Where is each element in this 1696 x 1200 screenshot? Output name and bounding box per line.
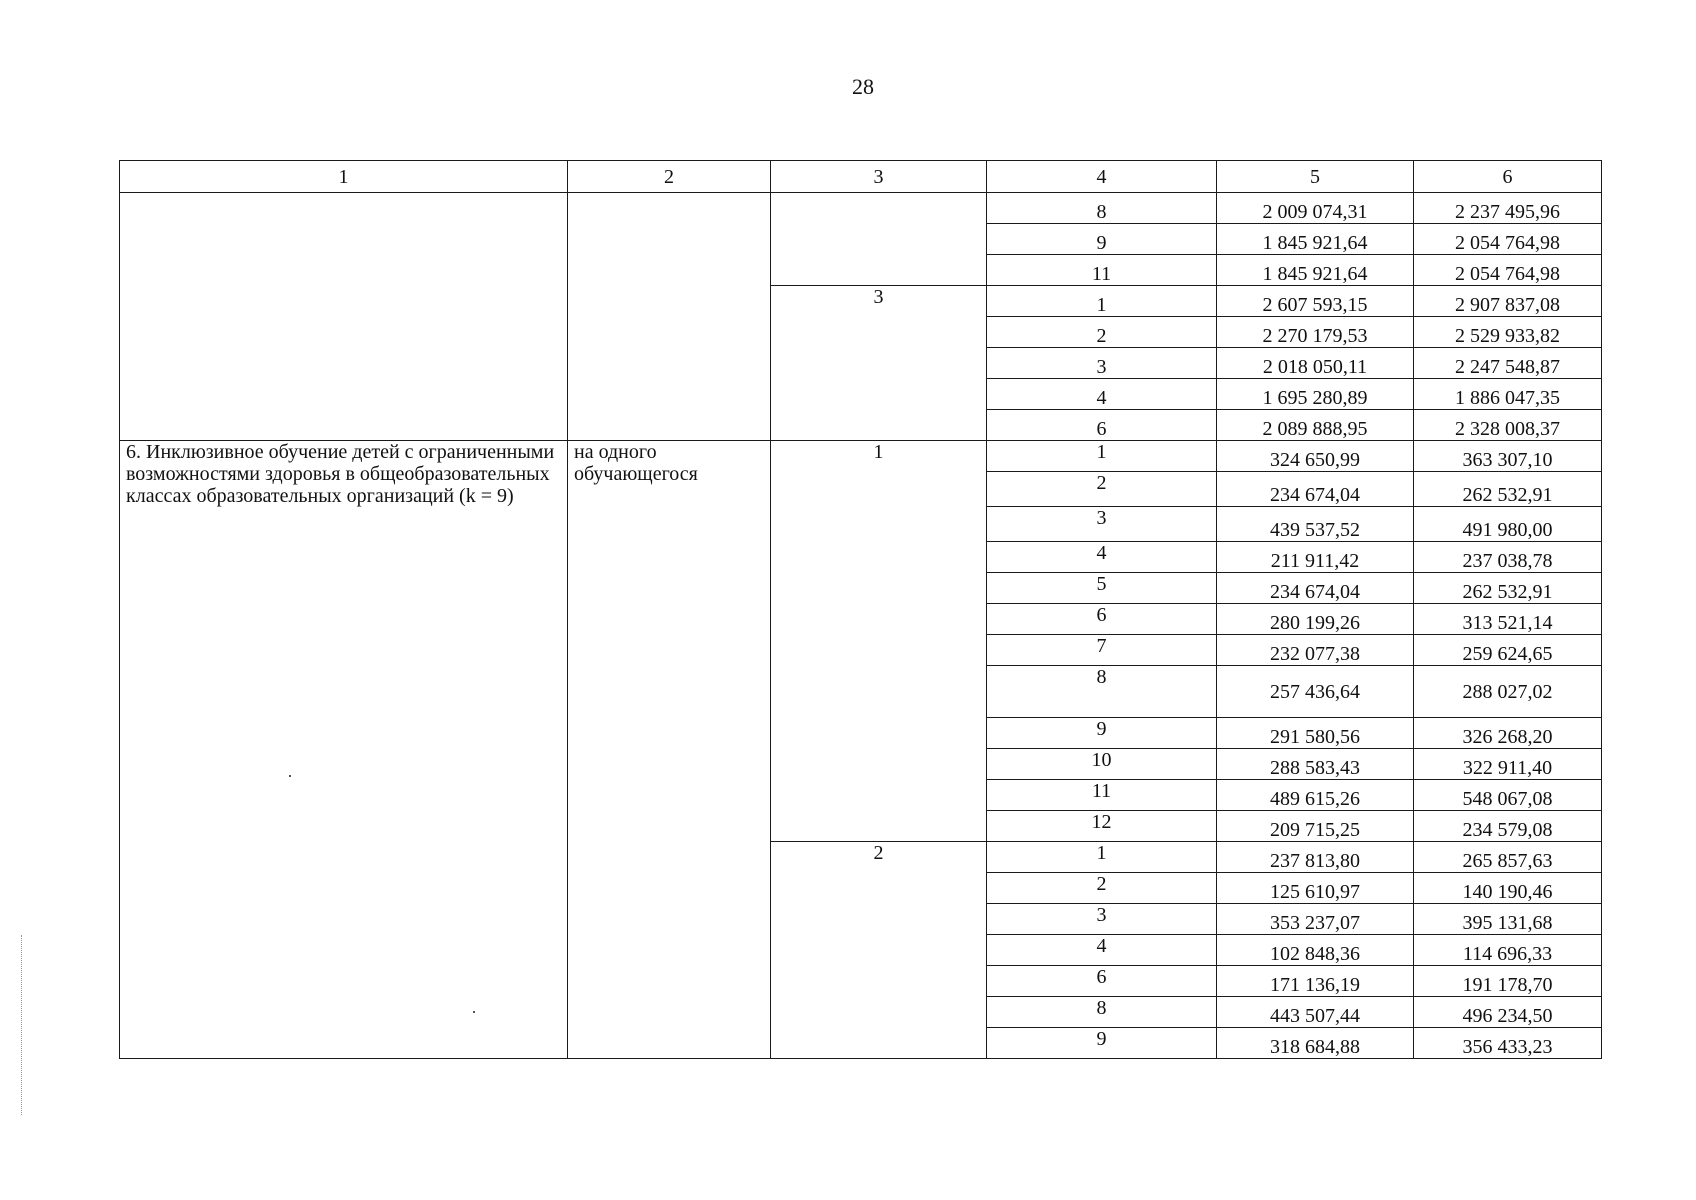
row-index: 4	[987, 379, 1217, 410]
value-col-6: 548 067,08	[1414, 780, 1602, 811]
value-col-6: 114 696,33	[1414, 935, 1602, 966]
unit-cell	[568, 193, 771, 441]
unit-label: на одного обучающегося	[574, 441, 698, 485]
row-index: 11	[987, 780, 1217, 811]
value-col-6: 2 247 548,87	[1414, 348, 1602, 379]
value-col-6: 288 027,02	[1414, 666, 1602, 718]
row-index: 9	[987, 224, 1217, 255]
value-col-5: 2 018 050,11	[1217, 348, 1414, 379]
value-col-6: 322 911,40	[1414, 749, 1602, 780]
value-col-5: 211 911,42	[1217, 542, 1414, 573]
row-index: 9	[987, 1028, 1217, 1059]
value-col-6: 2 237 495,96	[1414, 193, 1602, 224]
row-index: 2	[987, 873, 1217, 904]
table-row	[120, 193, 1602, 224]
row-index: 4	[987, 542, 1217, 573]
value-col-6: 262 532,91	[1414, 472, 1602, 507]
value-col-6: 262 532,91	[1414, 573, 1602, 604]
value-col-5: 1 695 280,89	[1217, 379, 1414, 410]
scan-margin-marks	[21, 935, 24, 1115]
row-index: 1	[987, 441, 1217, 472]
value-col-5: 209 715,25	[1217, 811, 1414, 842]
row-index: 5	[987, 573, 1217, 604]
value-col-6: 2 054 764,98	[1414, 255, 1602, 286]
row-index: 11	[987, 255, 1217, 286]
value-col-5: 439 537,52	[1217, 507, 1414, 542]
section-description-cell	[120, 193, 568, 441]
value-col-6: 491 980,00	[1414, 507, 1602, 542]
value-col-5: 237 813,80	[1217, 842, 1414, 873]
row-index: 3	[987, 348, 1217, 379]
value-col-5: 102 848,36	[1217, 935, 1414, 966]
value-col-6: 2 529 933,82	[1414, 317, 1602, 348]
value-col-6: 234 579,08	[1414, 811, 1602, 842]
row-index: 6	[987, 410, 1217, 441]
row-index: 2	[987, 317, 1217, 348]
group-cell: 3	[771, 286, 987, 441]
value-col-5: 443 507,44	[1217, 997, 1414, 1028]
value-col-5: 324 650,99	[1217, 441, 1414, 472]
row-index: 12	[987, 811, 1217, 842]
group-cell: 1	[771, 441, 987, 842]
value-col-5: 353 237,07	[1217, 904, 1414, 935]
row-index: 3	[987, 507, 1217, 542]
value-col-5: 232 077,38	[1217, 635, 1414, 666]
value-col-5: 2 009 074,31	[1217, 193, 1414, 224]
value-col-6: 363 307,10	[1414, 441, 1602, 472]
value-col-6: 356 433,23	[1414, 1028, 1602, 1059]
group-cell	[771, 193, 987, 286]
row-index: 8	[987, 666, 1217, 718]
row-index: 6	[987, 966, 1217, 997]
value-col-6: 2 328 008,37	[1414, 410, 1602, 441]
value-col-5: 2 270 179,53	[1217, 317, 1414, 348]
scan-speck	[289, 775, 291, 777]
value-col-6: 191 178,70	[1414, 966, 1602, 997]
row-index: 6	[987, 604, 1217, 635]
value-col-6: 237 038,78	[1414, 542, 1602, 573]
value-col-5: 125 610,97	[1217, 873, 1414, 904]
value-col-5: 318 684,88	[1217, 1028, 1414, 1059]
value-col-6: 259 624,65	[1414, 635, 1602, 666]
header-col-2: 2	[568, 161, 771, 193]
value-col-5: 489 615,26	[1217, 780, 1414, 811]
value-col-6: 140 190,46	[1414, 873, 1602, 904]
value-col-6: 1 886 047,35	[1414, 379, 1602, 410]
value-col-5: 280 199,26	[1217, 604, 1414, 635]
row-index: 1	[987, 286, 1217, 317]
value-col-6: 313 521,14	[1414, 604, 1602, 635]
value-col-6: 496 234,50	[1414, 997, 1602, 1028]
value-col-6: 395 131,68	[1414, 904, 1602, 935]
row-index: 8	[987, 193, 1217, 224]
unit-cell	[568, 441, 771, 1059]
header-col-3: 3	[771, 161, 987, 193]
value-col-5: 171 136,19	[1217, 966, 1414, 997]
row-index: 1	[987, 842, 1217, 873]
group-cell: 2	[771, 842, 987, 1059]
value-col-5: 2 607 593,15	[1217, 286, 1414, 317]
value-col-5: 234 674,04	[1217, 472, 1414, 507]
row-index: 4	[987, 935, 1217, 966]
value-col-5: 2 089 888,95	[1217, 410, 1414, 441]
row-index: 3	[987, 904, 1217, 935]
row-index: 9	[987, 718, 1217, 749]
value-col-5: 1 845 921,64	[1217, 224, 1414, 255]
page-number: 28	[852, 74, 874, 99]
value-col-5: 257 436,64	[1217, 666, 1414, 718]
row-index: 10	[987, 749, 1217, 780]
value-col-5: 288 583,43	[1217, 749, 1414, 780]
section-description-cell	[120, 441, 568, 1059]
value-col-5: 234 674,04	[1217, 573, 1414, 604]
header-col-6: 6	[1414, 161, 1602, 193]
row-index: 7	[987, 635, 1217, 666]
value-col-5: 1 845 921,64	[1217, 255, 1414, 286]
value-col-6: 2 907 837,08	[1414, 286, 1602, 317]
header-col-5: 5	[1217, 161, 1414, 193]
value-col-6: 326 268,20	[1414, 718, 1602, 749]
value-col-6: 2 054 764,98	[1414, 224, 1602, 255]
value-col-5: 291 580,56	[1217, 718, 1414, 749]
tariff-table	[119, 160, 1602, 1059]
value-col-6: 265 857,63	[1414, 842, 1602, 873]
scan-speck	[473, 1011, 475, 1013]
header-col-1: 1	[120, 161, 568, 193]
table-row	[120, 441, 1602, 472]
row-index: 8	[987, 997, 1217, 1028]
header-col-4: 4	[987, 161, 1217, 193]
header-row	[120, 161, 1602, 193]
row-index: 2	[987, 472, 1217, 507]
section-title: 6. Инклюзивное обучение детей с ограниченными возможностями здоровья в общеобразовательных классах образовательных организаций (k = 9)	[126, 441, 555, 507]
